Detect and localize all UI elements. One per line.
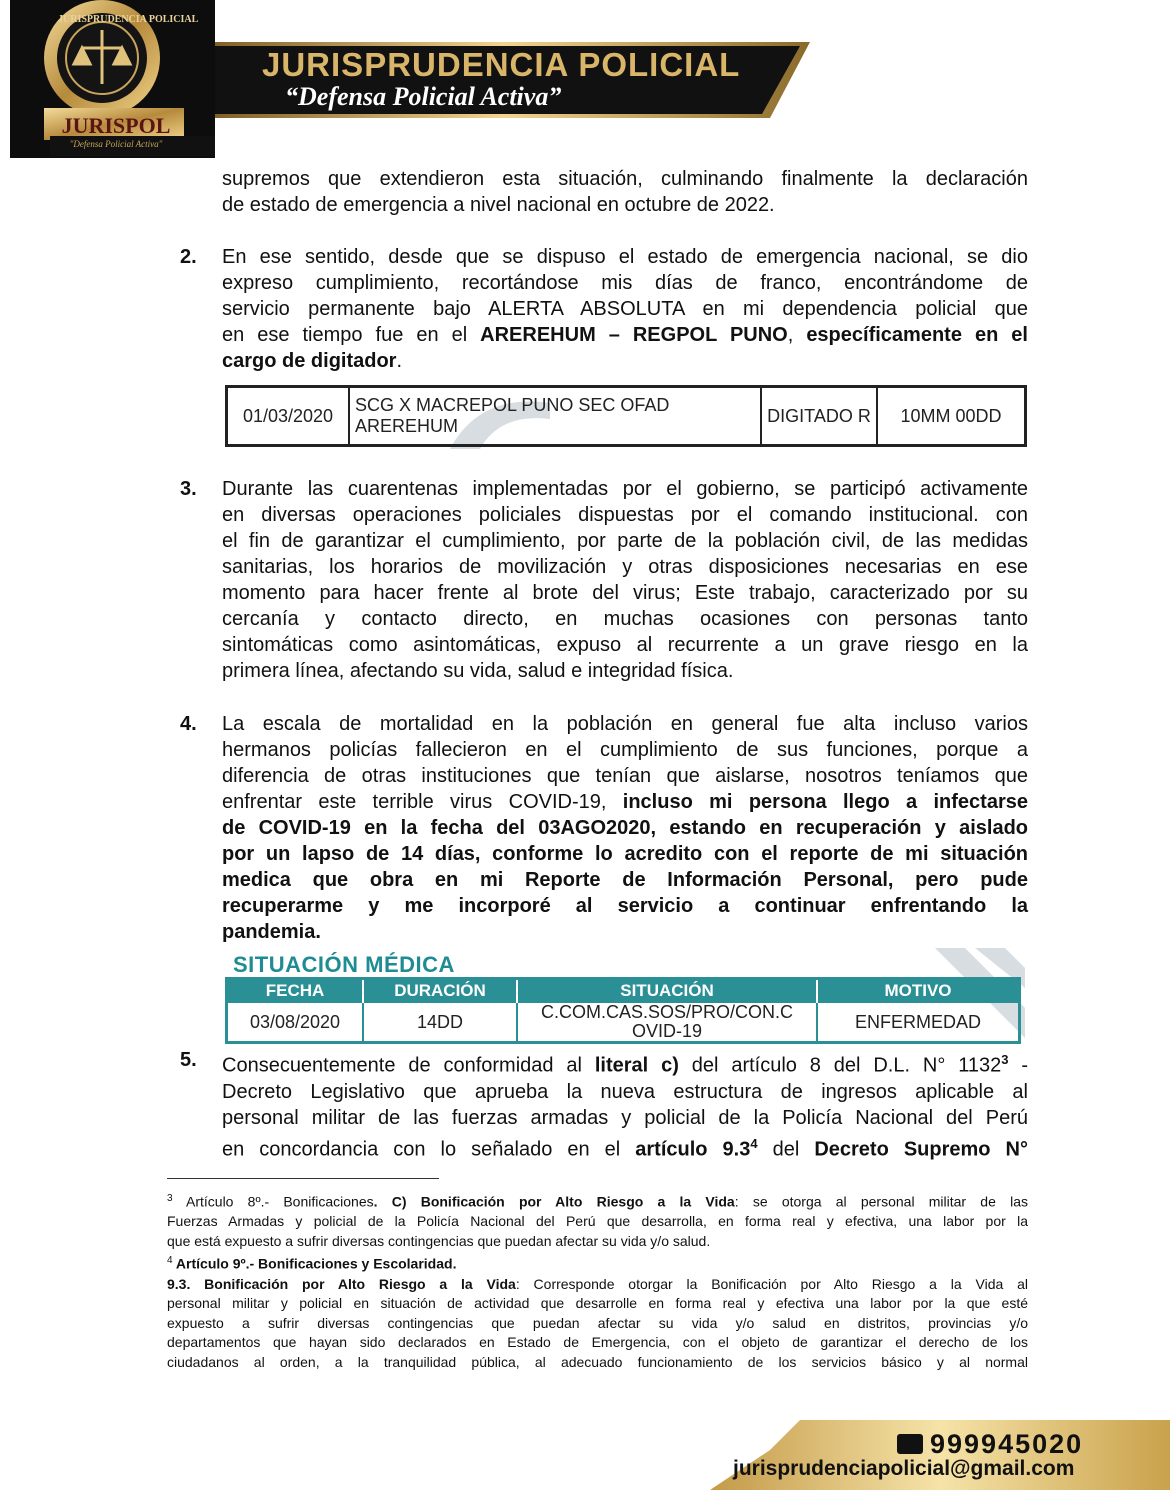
- text-line: Durante las cuarentenas implementadas por el gobierno, se participó activamente: [222, 478, 1028, 500]
- table-row: [227, 387, 1026, 446]
- header-subtitle: “Defensa Policial Activa”: [285, 82, 562, 111]
- text-line: expreso cumplimiento, recortándose mis días de franco, encontrándome de: [222, 272, 1028, 294]
- footnote-line: ciudadanos al orden, a la tranquilidad pública, al adecuado funcionamiento de los servicios básico y al normal: [167, 1354, 1028, 1371]
- text-line: el fin de garantizar el cumplimiento, por parte de la población civil, de las medidas: [222, 530, 1028, 552]
- medical-table: [225, 977, 1021, 1044]
- text-run: ,: [787, 324, 807, 346]
- footnotes: [167, 1189, 1028, 1373]
- text-run: .: [396, 350, 403, 372]
- footnote-line: personal militar y policial en situación de actividad que desarrolle en forma real y efectiva una labor por la que esté: [167, 1295, 1028, 1312]
- text-line: [222, 789, 1028, 815]
- intro-paragraph: [222, 166, 1028, 218]
- column-header: MOTIVO: [817, 979, 1020, 1003]
- footnote-ref: 4: [750, 1135, 758, 1151]
- text-run: enfrentar este terrible virus COVID-19,: [222, 791, 623, 813]
- text-line: por un lapso de 14 días, conforme lo acredito con el reporte de mi situación: [222, 843, 1028, 865]
- footnote-line: [167, 1189, 1028, 1212]
- text-line: [222, 348, 1028, 374]
- table-cell: 03/08/2020: [227, 1002, 364, 1043]
- paragraph-4: [222, 711, 1028, 945]
- paragraph-2: [222, 244, 1028, 374]
- bold-run: literal c): [594, 1054, 679, 1077]
- footnote-line: departamentos que hayan sido declarados en Estado de Emergencia, con el objeto de garantizar el derecho de los: [167, 1334, 1028, 1351]
- table-cell-role: DIGITADO R: [761, 387, 877, 446]
- logo-motto: "Defensa Policial Activa": [69, 139, 163, 149]
- footnote-line: que está expuesto a sufrir diversas contingencias que puedan afectar su vida y/o salud.: [167, 1232, 711, 1249]
- text-line: momento para hacer frente al brote del virus; Este trabajo, caracterizado por su: [222, 582, 1028, 604]
- bold-run: Artículo 9º.- Bonificaciones y Escolaridad.: [172, 1256, 457, 1273]
- text-line: diferencia de otras instituciones que tenían que aislarse, nosotros teníamos que: [222, 765, 1028, 787]
- text-run: : se otorga al personal militar de las: [734, 1193, 1028, 1210]
- table-header-row: [227, 979, 1020, 1003]
- text-line: [222, 322, 1028, 348]
- item-number: 4.: [180, 713, 197, 735]
- text-run: Consecuentemente de conformidad al: [222, 1054, 595, 1077]
- footer-phone: 999945020: [930, 1429, 1084, 1459]
- column-header: SITUACIÓN: [517, 979, 817, 1003]
- footnote-number: 3: [167, 1193, 173, 1204]
- text-line: En ese sentido, desde que se dispuso el estado de emergencia nacional, se dio: [222, 246, 1028, 268]
- text-line: recuperarme y me incorporé al servicio a continuar enfrentando la: [222, 895, 1028, 917]
- text-line: sanitarias, los horarios de movilización y otras disposiciones necesarias en ese: [222, 556, 1028, 578]
- bold-run: AREREHUM – REGPOL PUNO: [480, 324, 788, 346]
- text-line: de COVID-19 en la fecha del 03AGO2020, estando en recuperación y aislado: [222, 817, 1028, 839]
- logo-ring-text: JURISPRUDENCIA POLICIAL: [58, 14, 199, 25]
- column-header: FECHA: [227, 979, 364, 1003]
- text-line: [222, 1131, 1028, 1163]
- table-cell: C.COM.CAS.SOS/PRO/CON.C OVID-19: [517, 1002, 817, 1043]
- paragraph-5: [222, 1047, 1028, 1162]
- item-number: 5.: [180, 1049, 197, 1071]
- bold-run: 9.3. Bonificación por Alto Riesgo a la Vida: [167, 1275, 516, 1292]
- text-run: : Corresponde otorgar la Bonificación por Alto Riesgo a la Vida al: [515, 1275, 1028, 1292]
- text-run: -: [1008, 1054, 1029, 1077]
- text-line: La escala de mortalidad en la población en general fue alta incluso varios: [222, 713, 1028, 735]
- table-cell: ENFERMEDAD: [817, 1002, 1020, 1043]
- bold-run: artículo 9.3: [635, 1138, 751, 1161]
- text-run: del: [757, 1138, 815, 1161]
- text-line: cercanía y contacto directo, en muchas ocasiones con personas tanto: [222, 608, 1028, 630]
- text-line: supremos que extendieron esta situación, culminando finalmente la declaración: [222, 168, 1028, 190]
- footnote-line: Fuerzas Armadas y policial de la Policía Nacional del Perú que desarrolla, en forma real y efectiva, una labor por la: [167, 1213, 1028, 1230]
- text-line: sintomáticas como asintomáticas, expuso al recurrente a un grave riesgo en la: [222, 634, 1028, 656]
- table-cell-period: 10MM 00DD: [877, 387, 1026, 446]
- text-line: en diversas operaciones policiales dispuestas por el comando institucional. con: [222, 504, 1028, 526]
- text-line: Decreto Legislativo que aprueba la nueva estructura de ingresos aplicable al: [222, 1080, 1028, 1103]
- text-run: Artículo 8º.- Bonificaciones: [172, 1193, 374, 1210]
- assignment-table: [225, 385, 1027, 447]
- text-line: primera línea, afectando su vida, salud e integridad física.: [222, 660, 734, 682]
- item-number: 3.: [180, 478, 197, 500]
- text-line: personal militar de las fuerzas armadas y policial de la Policía Nacional del Perú: [222, 1106, 1028, 1129]
- footnote-line: [167, 1275, 1028, 1295]
- header-title: JURISPRUDENCIA POLICIAL: [262, 46, 741, 83]
- text-run: en concordancia con lo señalado en el: [222, 1138, 636, 1161]
- text-line: [222, 1047, 1028, 1079]
- table-cell: 14DD: [363, 1002, 517, 1043]
- bold-run: incluso mi persona llego a infectarse: [622, 791, 1028, 813]
- footnote-line: expuesto a sufrir diversas contingencias que puedan afectar su vida y/o salud en distritos, provincias y/o: [167, 1314, 1028, 1331]
- medical-section-title: SITUACIÓN MÉDICA: [233, 952, 455, 977]
- text-line: servicio permanente bajo ALERTA ABSOLUTA en mi dependencia policial que: [222, 298, 1028, 320]
- bold-run: Decreto Supremo N°: [814, 1138, 1028, 1161]
- bold-run: específicamente en el: [806, 324, 1028, 346]
- table-row: [227, 1002, 1020, 1043]
- paragraph-3: [222, 476, 1028, 684]
- bold-run: cargo de digitador: [222, 350, 397, 372]
- text-line: medica que obra en mi Reporte de Información Personal, pero pude: [222, 869, 1028, 891]
- footnote-divider: [167, 1178, 439, 1179]
- text-line: hermanos policías fallecieron en el cumplimiento de sus funciones, porque a: [222, 739, 1028, 761]
- logo-name: JURISPOL: [61, 113, 171, 138]
- text-line: pandemia.: [222, 921, 321, 943]
- phone-icon: [897, 1434, 923, 1454]
- footnote-number: 4: [167, 1255, 173, 1267]
- item-number: 2.: [180, 246, 197, 268]
- footnote-ref: 3: [1001, 1052, 1009, 1067]
- bold-run: . C) Bonificación por Alto Riesgo a la Vida: [373, 1193, 735, 1210]
- footnote-line: [167, 1251, 1028, 1274]
- table-cell-unit: SCG X MACREPOL PUNO SEC OFAD AREREHUM: [349, 387, 761, 446]
- text-run: en ese tiempo fue en el: [222, 324, 481, 346]
- column-header: DURACIÓN: [363, 979, 517, 1003]
- text-run: del artículo 8 del D.L. N° 1132: [678, 1054, 1002, 1077]
- letterhead: [0, 0, 1170, 160]
- table-cell-date: 01/03/2020: [227, 387, 350, 446]
- text-line: de estado de emergencia a nivel nacional en octubre de 2022.: [222, 194, 775, 216]
- footer-email: jurisprudenciapolicial@gmail.com: [733, 1457, 1075, 1480]
